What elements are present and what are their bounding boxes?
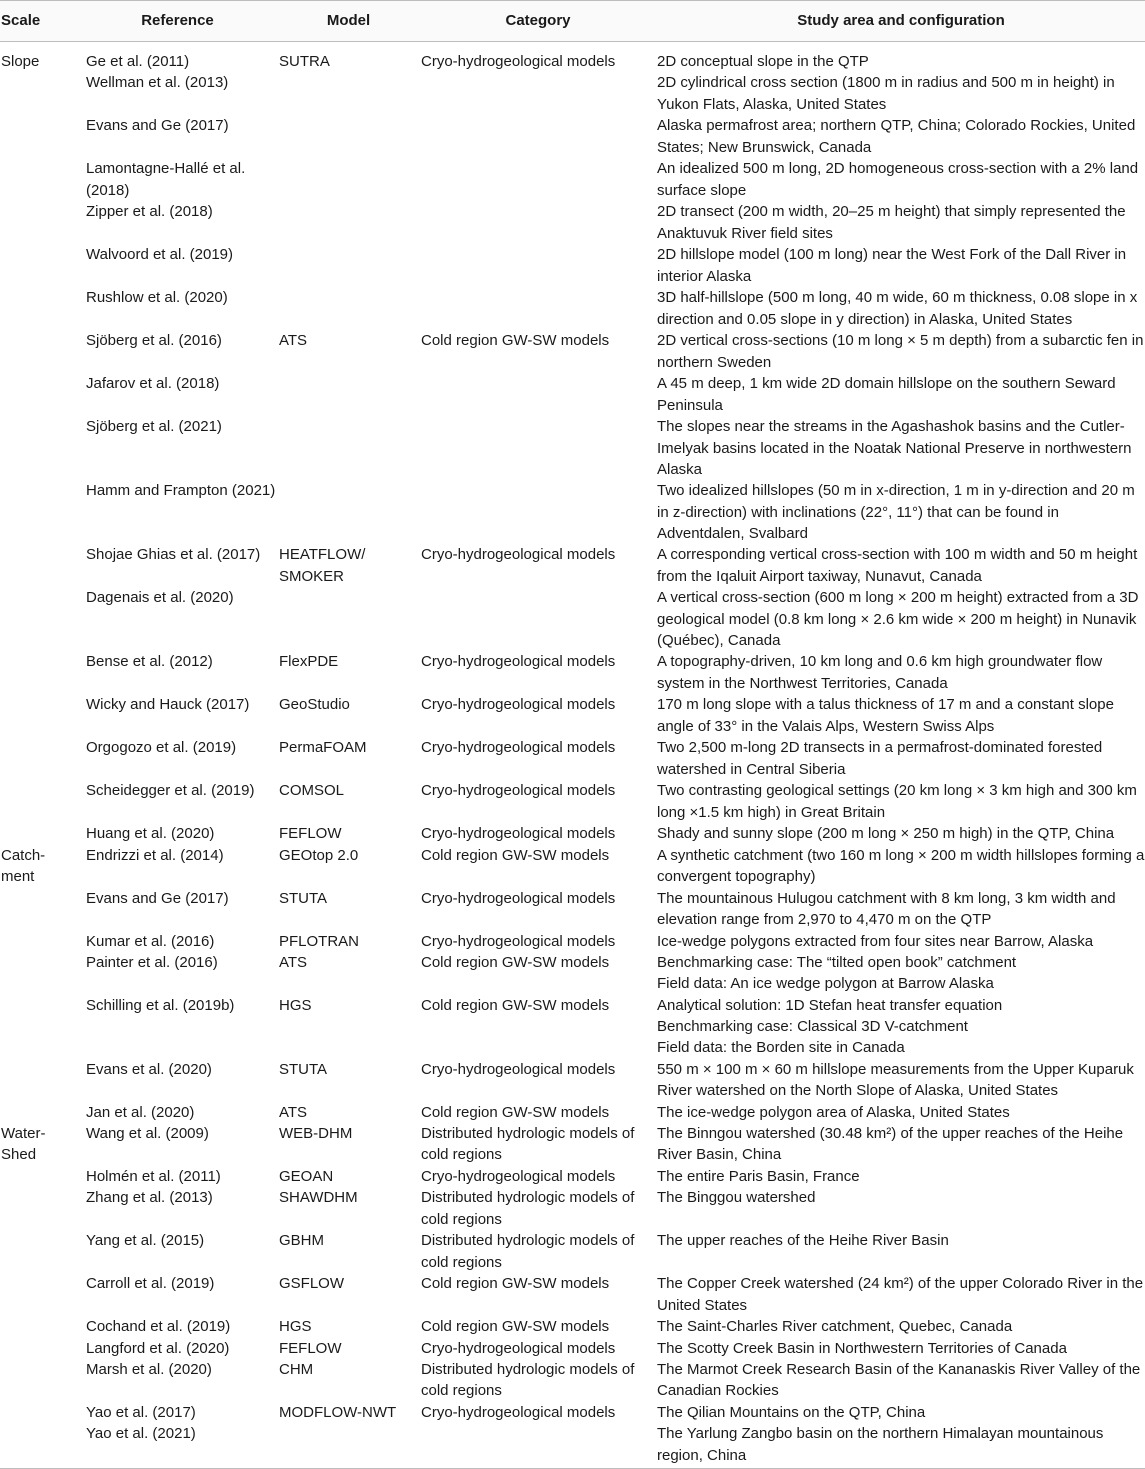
scale-cell xyxy=(0,330,77,373)
category-cell: Cryo-hydrogeological models xyxy=(421,1168,616,1186)
table-row xyxy=(0,72,1145,115)
header-category: Category xyxy=(419,1,657,42)
scale-cell xyxy=(0,1423,77,1469)
category-cell: Distributed hydrologic models of cold regions xyxy=(421,1189,635,1228)
scale-cell xyxy=(0,995,77,1059)
table-row xyxy=(0,373,1145,416)
category-cell: Cryo-hydrogeological models xyxy=(421,546,616,564)
table-row xyxy=(0,244,1145,287)
reference-cell: Yang et al. (2015) xyxy=(86,1232,205,1250)
table-row xyxy=(0,651,1145,694)
category-cell: Cold region GW-SW models xyxy=(421,1275,610,1293)
header-model: Model xyxy=(278,1,419,42)
study-area-cell: Two 2,500 m-long 2D transects in a permafrost-dominated forested watershed in Central Siberia xyxy=(657,739,1103,778)
study-area-cell: A vertical cross-section (600 m long × 200 m height) extracted from a 3D geological model (0.8 km long × 2.6 km wide × 200 m height) in Nunavik (Québec), Canada xyxy=(657,589,1139,649)
study-area-cell: 2D vertical cross-sections (10 m long × 5 m depth) from a subarctic fen in northern Sweden xyxy=(657,332,1144,371)
study-area-cell: The upper reaches of the Heihe River Basin xyxy=(657,1232,949,1250)
reference-cell: Marsh et al. (2020) xyxy=(86,1361,212,1379)
model-cell: FEFLOW xyxy=(279,1339,342,1357)
scale-cell: Water-Shed xyxy=(1,1125,46,1164)
model-cell: STUTA xyxy=(279,1060,328,1078)
table-row xyxy=(0,158,1145,201)
scale-cell xyxy=(0,201,77,244)
category-cell xyxy=(419,287,657,330)
table-row xyxy=(0,1166,1145,1187)
category-cell: Cryo-hydrogeological models xyxy=(421,782,616,800)
category-cell: Distributed hydrologic models of cold regions xyxy=(421,1361,635,1400)
scale-cell: Catch-ment xyxy=(1,846,46,885)
reference-cell: Dagenais et al. (2020) xyxy=(86,589,234,607)
reference-cell: Huang et al. (2020) xyxy=(86,825,215,843)
study-area-cell: 2D transect (200 m width, 20–25 m height) that simply represented the Anaktuvuk River field sites xyxy=(657,203,1126,242)
category-cell xyxy=(419,373,657,416)
model-cell xyxy=(278,480,419,544)
study-area-cell: An idealized 500 m long, 2D homogeneous cross-section with a 2% land surface slope xyxy=(657,160,1139,199)
table-row xyxy=(0,780,1145,823)
scale-cell xyxy=(0,931,77,952)
scale-cell xyxy=(0,651,77,694)
reference-cell: Bense et al. (2012) xyxy=(86,653,213,671)
table-row xyxy=(0,845,1145,888)
table-row xyxy=(0,1123,1145,1166)
model-cell xyxy=(278,244,419,287)
table-row xyxy=(0,330,1145,373)
scale-cell xyxy=(0,373,77,416)
reference-cell: Carroll et al. (2019) xyxy=(86,1275,215,1293)
scale-cell xyxy=(0,587,77,651)
table-row xyxy=(0,952,1145,995)
model-cell xyxy=(278,72,419,115)
reference-cell: Hamm and Frampton (2021) xyxy=(86,482,276,500)
study-area-cell: 550 m × 100 m × 60 m hillslope measurements from the Upper Kuparuk River watershed on the North Slope of Alaska, United States xyxy=(657,1060,1134,1100)
scale-cell xyxy=(0,287,77,330)
table-row xyxy=(0,42,1145,73)
table-row xyxy=(0,694,1145,737)
scale-cell xyxy=(0,1338,77,1359)
category-cell xyxy=(419,416,657,480)
model-cell xyxy=(278,115,419,158)
header-study-area: Study area and configuration xyxy=(657,1,1145,42)
reference-cell: Zipper et al. (2018) xyxy=(86,203,213,221)
scale-cell xyxy=(0,737,77,780)
scale-cell xyxy=(0,544,77,587)
table-body xyxy=(0,42,1145,1469)
table-row xyxy=(0,888,1145,931)
reference-cell: Yao et al. (2021) xyxy=(77,1423,278,1469)
model-cell: FlexPDE xyxy=(279,653,339,671)
study-area-cell: Benchmarking case: The “tilted open book” catchment Field data: An ice wedge polygon at Barrow Alaska xyxy=(657,953,1017,993)
reference-cell: Orgogozo et al. (2019) xyxy=(86,739,237,757)
model-cell: PFLOTRAN xyxy=(279,932,360,950)
category-cell: Cold region GW-SW models xyxy=(421,332,610,350)
category-cell: Cryo-hydrogeological models xyxy=(421,53,616,70)
study-area-cell: 170 m long slope with a talus thickness of 17 m and a constant slope angle of 33° in the Valais Alps, Western Swiss Alps xyxy=(657,696,1114,735)
table-row xyxy=(0,1102,1145,1123)
category-cell xyxy=(419,115,657,158)
table-row xyxy=(0,416,1145,480)
category-cell: Cryo-hydrogeological models xyxy=(421,696,616,714)
model-cell xyxy=(278,201,419,244)
category-cell: Cold region GW-SW models xyxy=(421,846,610,864)
model-cell: ATS xyxy=(279,953,308,971)
reference-cell: Zhang et al. (2013) xyxy=(86,1189,213,1207)
category-cell xyxy=(419,480,657,544)
scale-cell xyxy=(0,1187,77,1230)
reference-cell: Evans and Ge (2017) xyxy=(86,117,229,135)
reference-cell: Langford et al. (2020) xyxy=(86,1339,230,1357)
scale-cell xyxy=(0,480,77,544)
reference-cell: Ge et al. (2011) xyxy=(86,53,190,70)
reference-cell: Scheidegger et al. (2019) xyxy=(86,782,255,800)
category-cell: Cryo-hydrogeological models xyxy=(421,1404,616,1422)
category-cell xyxy=(419,158,657,201)
study-area-cell: The slopes near the streams in the Agashashok basins and the Cutler-Imelyak basins located in the Noatak National Preserve in northwestern Alaska xyxy=(657,418,1132,478)
scale-cell xyxy=(0,1230,77,1273)
study-area-cell: The Scotty Creek Basin in Northwestern Territories of Canada xyxy=(657,1339,1067,1357)
model-cell xyxy=(278,158,419,201)
category-cell xyxy=(419,201,657,244)
table-row xyxy=(0,1359,1145,1402)
table-row xyxy=(0,1230,1145,1273)
category-cell: Cryo-hydrogeological models xyxy=(421,932,616,950)
table-row xyxy=(0,931,1145,952)
reference-cell: Jafarov et al. (2018) xyxy=(86,375,220,393)
reference-cell: Painter et al. (2016) xyxy=(86,953,218,971)
reference-cell: Lamontagne-Hallé et al. (2018) xyxy=(86,160,246,199)
category-cell: Cryo-hydrogeological models xyxy=(421,825,616,843)
table-row xyxy=(0,544,1145,587)
model-cell: ATS xyxy=(279,332,308,350)
table-row xyxy=(0,737,1145,780)
model-cell: SUTRA xyxy=(279,53,330,70)
scale-cell xyxy=(0,72,77,115)
model-cell xyxy=(278,416,419,480)
study-area-cell: Alaska permafrost area; northern QTP, China; Colorado Rockies, United States; New Brunswick, Canada xyxy=(657,117,1136,156)
model-cell: GEOtop 2.0 xyxy=(279,846,359,864)
reference-cell: Wicky and Hauck (2017) xyxy=(86,696,250,714)
table-row xyxy=(0,1059,1145,1102)
category-cell: Cold region GW-SW models xyxy=(421,1318,610,1336)
scale-cell: Slope xyxy=(1,53,40,70)
study-area-cell: A 45 m deep, 1 km wide 2D domain hillslope on the southern Seward Peninsula xyxy=(657,375,1116,414)
scale-cell xyxy=(0,888,77,931)
table-row xyxy=(0,1273,1145,1316)
table-row xyxy=(0,201,1145,244)
study-area-cell: 2D cylindrical cross section (1800 m in radius and 500 m in height) in Yukon Flats, Alaska, United States xyxy=(657,74,1115,113)
study-area-cell: Two idealized hillslopes (50 m in x-direction, 1 m in y-direction and 20 m in z-direction) with inclinations (22°, 11°) that can be found in Adventdalen, Svalbard xyxy=(657,482,1135,542)
study-area-cell: The Yarlung Zangbo basin on the northern Himalayan mountainous region, China xyxy=(657,1423,1145,1469)
study-area-cell: The Binngou watershed (30.48 km²) of the upper reaches of the Heihe River Basin, China xyxy=(657,1125,1124,1164)
model-cell: WEB-DHM xyxy=(279,1125,353,1143)
header-reference: Reference xyxy=(77,1,278,42)
model-cell xyxy=(278,587,419,651)
study-area-cell: A corresponding vertical cross-section with 100 m width and 50 m height from the Iqaluit Airport taxiway, Nunavut, Canada xyxy=(657,546,1138,585)
scale-cell xyxy=(0,1102,77,1123)
study-area-cell: 3D half-hillslope (500 m long, 40 m wide, 60 m thickness, 0.08 slope in x direction and 0.05 slope in y direction) in Alaska, United States xyxy=(657,289,1138,328)
category-cell: Cryo-hydrogeological models xyxy=(421,1339,616,1357)
study-area-cell: The Binggou watershed xyxy=(657,1189,816,1207)
model-cell: GeoStudio xyxy=(279,696,350,714)
category-cell xyxy=(419,587,657,651)
model-cell: COMSOL xyxy=(279,782,345,800)
scale-cell xyxy=(0,694,77,737)
model-cell xyxy=(278,1423,419,1469)
category-cell xyxy=(419,1423,657,1469)
scale-cell xyxy=(0,823,77,844)
model-cell: CHM xyxy=(279,1361,314,1379)
category-cell xyxy=(419,72,657,115)
header-scale: Scale xyxy=(0,1,77,42)
scale-cell xyxy=(0,115,77,158)
scale-cell xyxy=(0,1402,77,1423)
reference-cell: Sjöberg et al. (2021) xyxy=(86,418,222,436)
reference-cell: Wellman et al. (2013) xyxy=(86,74,229,92)
table-row xyxy=(0,587,1145,651)
study-area-cell: The Copper Creek watershed (24 km²) of the upper Colorado River in the United States xyxy=(657,1275,1144,1314)
model-cell: GEOAN xyxy=(279,1168,334,1186)
study-area-cell: The entire Paris Basin, France xyxy=(657,1168,860,1186)
scale-cell xyxy=(0,1273,77,1316)
study-area-cell: A topography-driven, 10 km long and 0.6 km high groundwater flow system in the Northwest Territories, Canada xyxy=(657,653,1103,692)
reference-cell: Evans and Ge (2017) xyxy=(86,889,229,907)
study-area-cell: A synthetic catchment (two 160 m long × 200 m width hillslopes forming a convergent topography) xyxy=(657,846,1145,885)
reference-cell: Rushlow et al. (2020) xyxy=(86,289,228,307)
table-row xyxy=(0,1402,1145,1423)
table-header-row xyxy=(0,1,1145,42)
study-area-cell: 2D hillslope model (100 m long) near the West Fork of the Dall River in interior Alaska xyxy=(657,246,1127,285)
category-cell: Cryo-hydrogeological models xyxy=(421,889,616,907)
model-cell: HEATFLOW/ SMOKER xyxy=(279,546,366,585)
study-area-cell: Ice-wedge polygons extracted from four sites near Barrow, Alaska xyxy=(657,932,1094,950)
reference-cell: Kumar et al. (2016) xyxy=(86,932,215,950)
model-cell xyxy=(278,373,419,416)
scale-cell xyxy=(0,416,77,480)
model-cell: MODFLOW-NWT xyxy=(279,1404,397,1422)
scale-cell xyxy=(0,1059,77,1102)
table-row xyxy=(0,480,1145,544)
study-area-cell: Analytical solution: 1D Stefan heat transfer equation Benchmarking case: Classical 3D V-catchment Field data: the Borden site in Canada xyxy=(657,996,1003,1057)
model-cell: SHAWDHM xyxy=(279,1189,358,1207)
category-cell: Cryo-hydrogeological models xyxy=(421,653,616,671)
reference-cell: Cochand et al. (2019) xyxy=(86,1318,231,1336)
model-cell: HGS xyxy=(279,1318,312,1336)
reference-cell: Jan et al. (2020) xyxy=(86,1103,195,1121)
study-area-cell: The Marmot Creek Research Basin of the Kananaskis River Valley of the Canadian Rockies xyxy=(657,1361,1141,1400)
study-area-cell: Shady and sunny slope (200 m long × 250 m high) in the QTP, China xyxy=(657,825,1115,843)
scale-cell xyxy=(0,1316,77,1337)
reference-cell: Shojae Ghias et al. (2017) xyxy=(86,546,261,564)
table-row xyxy=(0,1316,1145,1337)
table-row xyxy=(0,115,1145,158)
table-row xyxy=(0,995,1145,1059)
model-cell: GBHM xyxy=(279,1232,324,1250)
reference-cell: Walvoord et al. (2019) xyxy=(86,246,234,264)
category-cell: Cryo-hydrogeological models xyxy=(421,739,616,757)
study-area-cell: 2D conceptual slope in the QTP xyxy=(657,53,869,70)
scale-cell xyxy=(0,1359,77,1402)
reference-cell: Sjöberg et al. (2016) xyxy=(86,332,222,350)
reference-cell: Holmén et al. (2011) xyxy=(86,1168,221,1186)
reference-cell: Schilling et al. (2019b) xyxy=(86,996,235,1014)
model-cell: HGS xyxy=(279,996,312,1014)
model-cell: STUTA xyxy=(279,889,328,907)
study-area-cell: Two contrasting geological settings (20 km long × 3 km high and 300 km long ×1.5 km high) in Great Britain xyxy=(657,782,1137,821)
study-area-cell: The Saint-Charles River catchment, Quebec, Canada xyxy=(657,1318,1013,1336)
table-row xyxy=(0,823,1145,844)
scale-cell xyxy=(0,952,77,995)
model-cell xyxy=(278,287,419,330)
scale-cell xyxy=(0,158,77,201)
reference-cell: Endrizzi et al. (2014) xyxy=(86,846,224,864)
reference-cell: Yao et al. (2017) xyxy=(86,1404,196,1422)
reference-cell: Wang et al. (2009) xyxy=(86,1125,209,1143)
category-cell: Cold region GW-SW models xyxy=(421,996,610,1014)
table-row xyxy=(0,287,1145,330)
scale-cell xyxy=(0,1166,77,1187)
category-cell: Cold region GW-SW models xyxy=(421,953,610,971)
study-area-cell: The mountainous Hulugou catchment with 8 km long, 3 km width and elevation range from 2,970 to 4,470 m on the QTP xyxy=(657,889,1116,928)
model-cell: ATS xyxy=(279,1103,308,1121)
model-cell: GSFLOW xyxy=(279,1275,345,1293)
reference-cell: Evans et al. (2020) xyxy=(86,1060,212,1078)
model-cell: FEFLOW xyxy=(279,825,342,843)
category-cell: Distributed hydrologic models of cold regions xyxy=(421,1232,635,1271)
category-cell: Distributed hydrologic models of cold regions xyxy=(421,1125,635,1164)
model-cell: PermaFOAM xyxy=(279,739,367,757)
table-row xyxy=(0,1423,1145,1469)
table-row xyxy=(0,1187,1145,1230)
study-area-cell: The Qilian Mountains on the QTP, China xyxy=(657,1404,926,1422)
category-cell: Cryo-hydrogeological models xyxy=(421,1060,616,1078)
scale-cell xyxy=(0,244,77,287)
study-area-cell: The ice-wedge polygon area of Alaska, United States xyxy=(657,1103,1010,1121)
table-row xyxy=(0,1338,1145,1359)
category-cell: Cold region GW-SW models xyxy=(421,1103,610,1121)
scale-cell xyxy=(0,780,77,823)
category-cell xyxy=(419,244,657,287)
